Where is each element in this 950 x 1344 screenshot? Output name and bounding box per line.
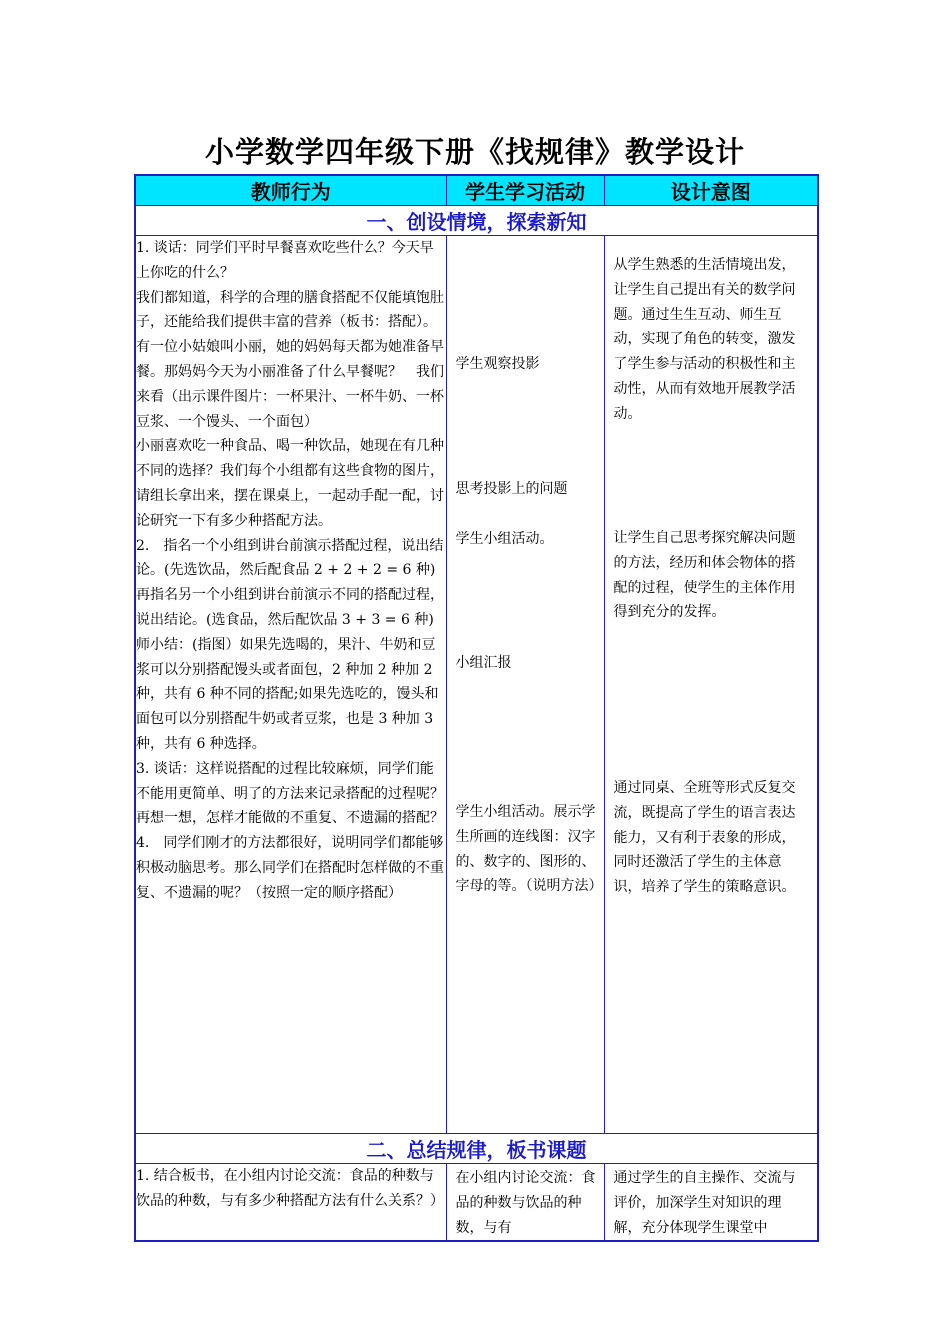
teacher-paragraph: 1. 结合板书，在小组内讨论交流：食品的种数与饮品的种数，与有多少种搭配方法有什么关系？） [136, 1168, 444, 1209]
design-intent-cell [604, 236, 818, 1134]
student-activity-cell [446, 1164, 604, 1242]
section-title: 一、创设情境，探索新知 [135, 206, 818, 236]
header-student-activity: 学生学习活动 [446, 175, 604, 206]
student-activity-note: 思考投影上的问题 [455, 481, 568, 497]
header-design-intent: 设计意图 [604, 175, 818, 206]
student-activity-note: 学生观察投影 [455, 356, 540, 372]
table-row [135, 1164, 818, 1242]
teacher-paragraph: 4. 同学们刚才的方法都很好，说明同学们都能够积极动脑思考。那么同学们在搭配时怎样做的不重复、不遗漏的呢？（按照一定的顺序搭配） [136, 835, 444, 901]
header-teacher-behavior: 教师行为 [135, 175, 446, 206]
student-activity-note: 学生小组活动。展示学生所画的连线图：汉字的、数字的、图形的、字母的等。（说明方法） [455, 804, 603, 895]
student-activity-note: 在小组内讨论交流：食品的种数与饮品的种数，与有 [455, 1170, 596, 1236]
teacher-paragraph: 再指名另一个小组到讲台前演示不同的搭配过程，说出结论。(选食品，然后配饮品 3 + 3 = 6 种) [136, 587, 444, 628]
teacher-paragraph: 3. 谈话：这样说搭配的过程比较麻烦，同学们能不能用更简单、明了的方法来记录搭配的过程呢？再想一想，怎样才能做的不重复、不遗漏的搭配？ [136, 760, 444, 827]
teacher-paragraph: 师小结：(指图）如果先选喝的，果汁、牛奶和豆浆可以分别搭配馒头或者面包，2 种加 2 种加 2 种，共有 6 种不同的搭配;如果先选吃的，馒头和面包可以分别搭配牛奶或者豆浆，也是 3 种加 3 种，共有 6 种选择。 [136, 636, 439, 752]
student-activity-cell [446, 236, 604, 1134]
student-activity-note: 小组汇报 [455, 655, 512, 671]
section-row [135, 1134, 818, 1164]
section-row [135, 206, 818, 236]
teacher-paragraph: 1. 谈话：同学们平时早餐喜欢吃些什么？今天早上你吃的什么？ [136, 240, 434, 281]
design-intent-note: 从学生熟悉的生活情境出发，让学生自己提出有关的数学问题。通过生生互动、师生互动，实现了角色的转变，激发了学生参与活动的积极性和主动性，从而有效地开展教学活动。 [613, 257, 796, 422]
teacher-paragraph: 2. 指名一个小组到讲台前演示搭配过程，说出结论。(先选饮品，然后配食品 2 + 2 + 2 = 6 种) [136, 537, 444, 579]
student-activity-note: 学生小组活动。 [455, 531, 554, 547]
page-title: 小学数学四年级下册《找规律》教学设计 [204, 135, 745, 169]
teacher-paragraph: 有一位小姑娘叫小丽，她的妈妈每天都为她准备早餐。那妈妈今天为小丽准备了什么早餐呢？ 我们来看（出示课件图片：一杯果汁、一杯牛奶、一杯豆浆、一个馒头、一个面包） [136, 339, 444, 430]
table-row [135, 236, 818, 1134]
table-header-row [135, 175, 818, 206]
teacher-behavior-cell [135, 236, 446, 1134]
design-intent-note: 通过同桌、全班等形式反复交流，既提高了学生的语言表达能力，又有利于表象的形成，同时还激活了学生的主体意识，培养了学生的策略意识。 [613, 780, 796, 896]
teacher-paragraph: 小丽喜欢吃一种食品、喝一种饮品，她现在有几种不同的选择？我们每个小组都有这些食物的图片，请组长拿出来，摆在课桌上，一起动手配一配，讨论研究一下有多少种搭配方法。 [136, 438, 444, 529]
design-intent-note: 让学生自己思考探究解决问题的方法，经历和体会物体的搭配的过程，使学生的主体作用得到充分的发挥。 [613, 530, 796, 621]
lesson-plan-table [134, 174, 819, 1242]
teacher-paragraph: 我们都知道，科学的合理的膳食搭配不仅能填饱肚子，还能给我们提供丰富的营养（板书：搭配）。 [136, 289, 444, 331]
design-intent-note: 通过学生的自主操作、交流与评价，加深学生对知识的理解，充分体现学生课堂中 [613, 1170, 796, 1236]
teacher-behavior-cell [135, 1164, 446, 1242]
design-intent-cell [604, 1164, 818, 1242]
section-title: 二、总结规律，板书课题 [135, 1134, 818, 1164]
